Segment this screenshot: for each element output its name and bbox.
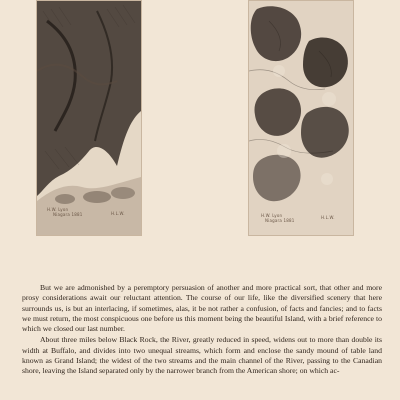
etching-plate-left <box>36 0 142 236</box>
left-plate-signature-line2: Niagara 1881 <box>53 212 83 217</box>
paragraph-1: But we are admonished by a peremptory persuasion of another and more practical sort, that other and more prosy considerations await our reluctant attention. The course of our life, like the diversified scenery that here surrounds us, is but an interlacing, if sometimes, alas, it be not rather a confusion, of facts and fancies; and to facts we must return, the most conspicuous one before us this moment being the beautiful Island, with a brief reference to which we closed our last number. <box>22 283 382 334</box>
etching-right-illustration <box>249 1 353 235</box>
right-plate-signature-line2: Niagara 1881 <box>265 218 295 223</box>
left-plate-signature-line1: H.W. Lyon <box>47 207 69 212</box>
etching-plate-right <box>248 0 354 236</box>
right-plate-signature-line1: H.W. Lyon <box>261 213 283 218</box>
right-plate-monogram: H.L.W. <box>321 215 335 220</box>
etching-left-illustration <box>37 1 141 235</box>
left-plate-monogram: H.L.W. <box>111 211 125 216</box>
document-body-text <box>22 283 382 377</box>
paragraph-2: About three miles below Black Rock, the River, greatly reduced in speed, widens out to more than double its width at Buffalo, and divides into two unequal streams, which form and enclose the sandy mound of table land known as Grand Island; the widest of the two streams and the main channel of the River, passing to the Canadian shore, leaving the Island separated only by the narrower branch from the American shore; on which ac- <box>22 335 382 376</box>
